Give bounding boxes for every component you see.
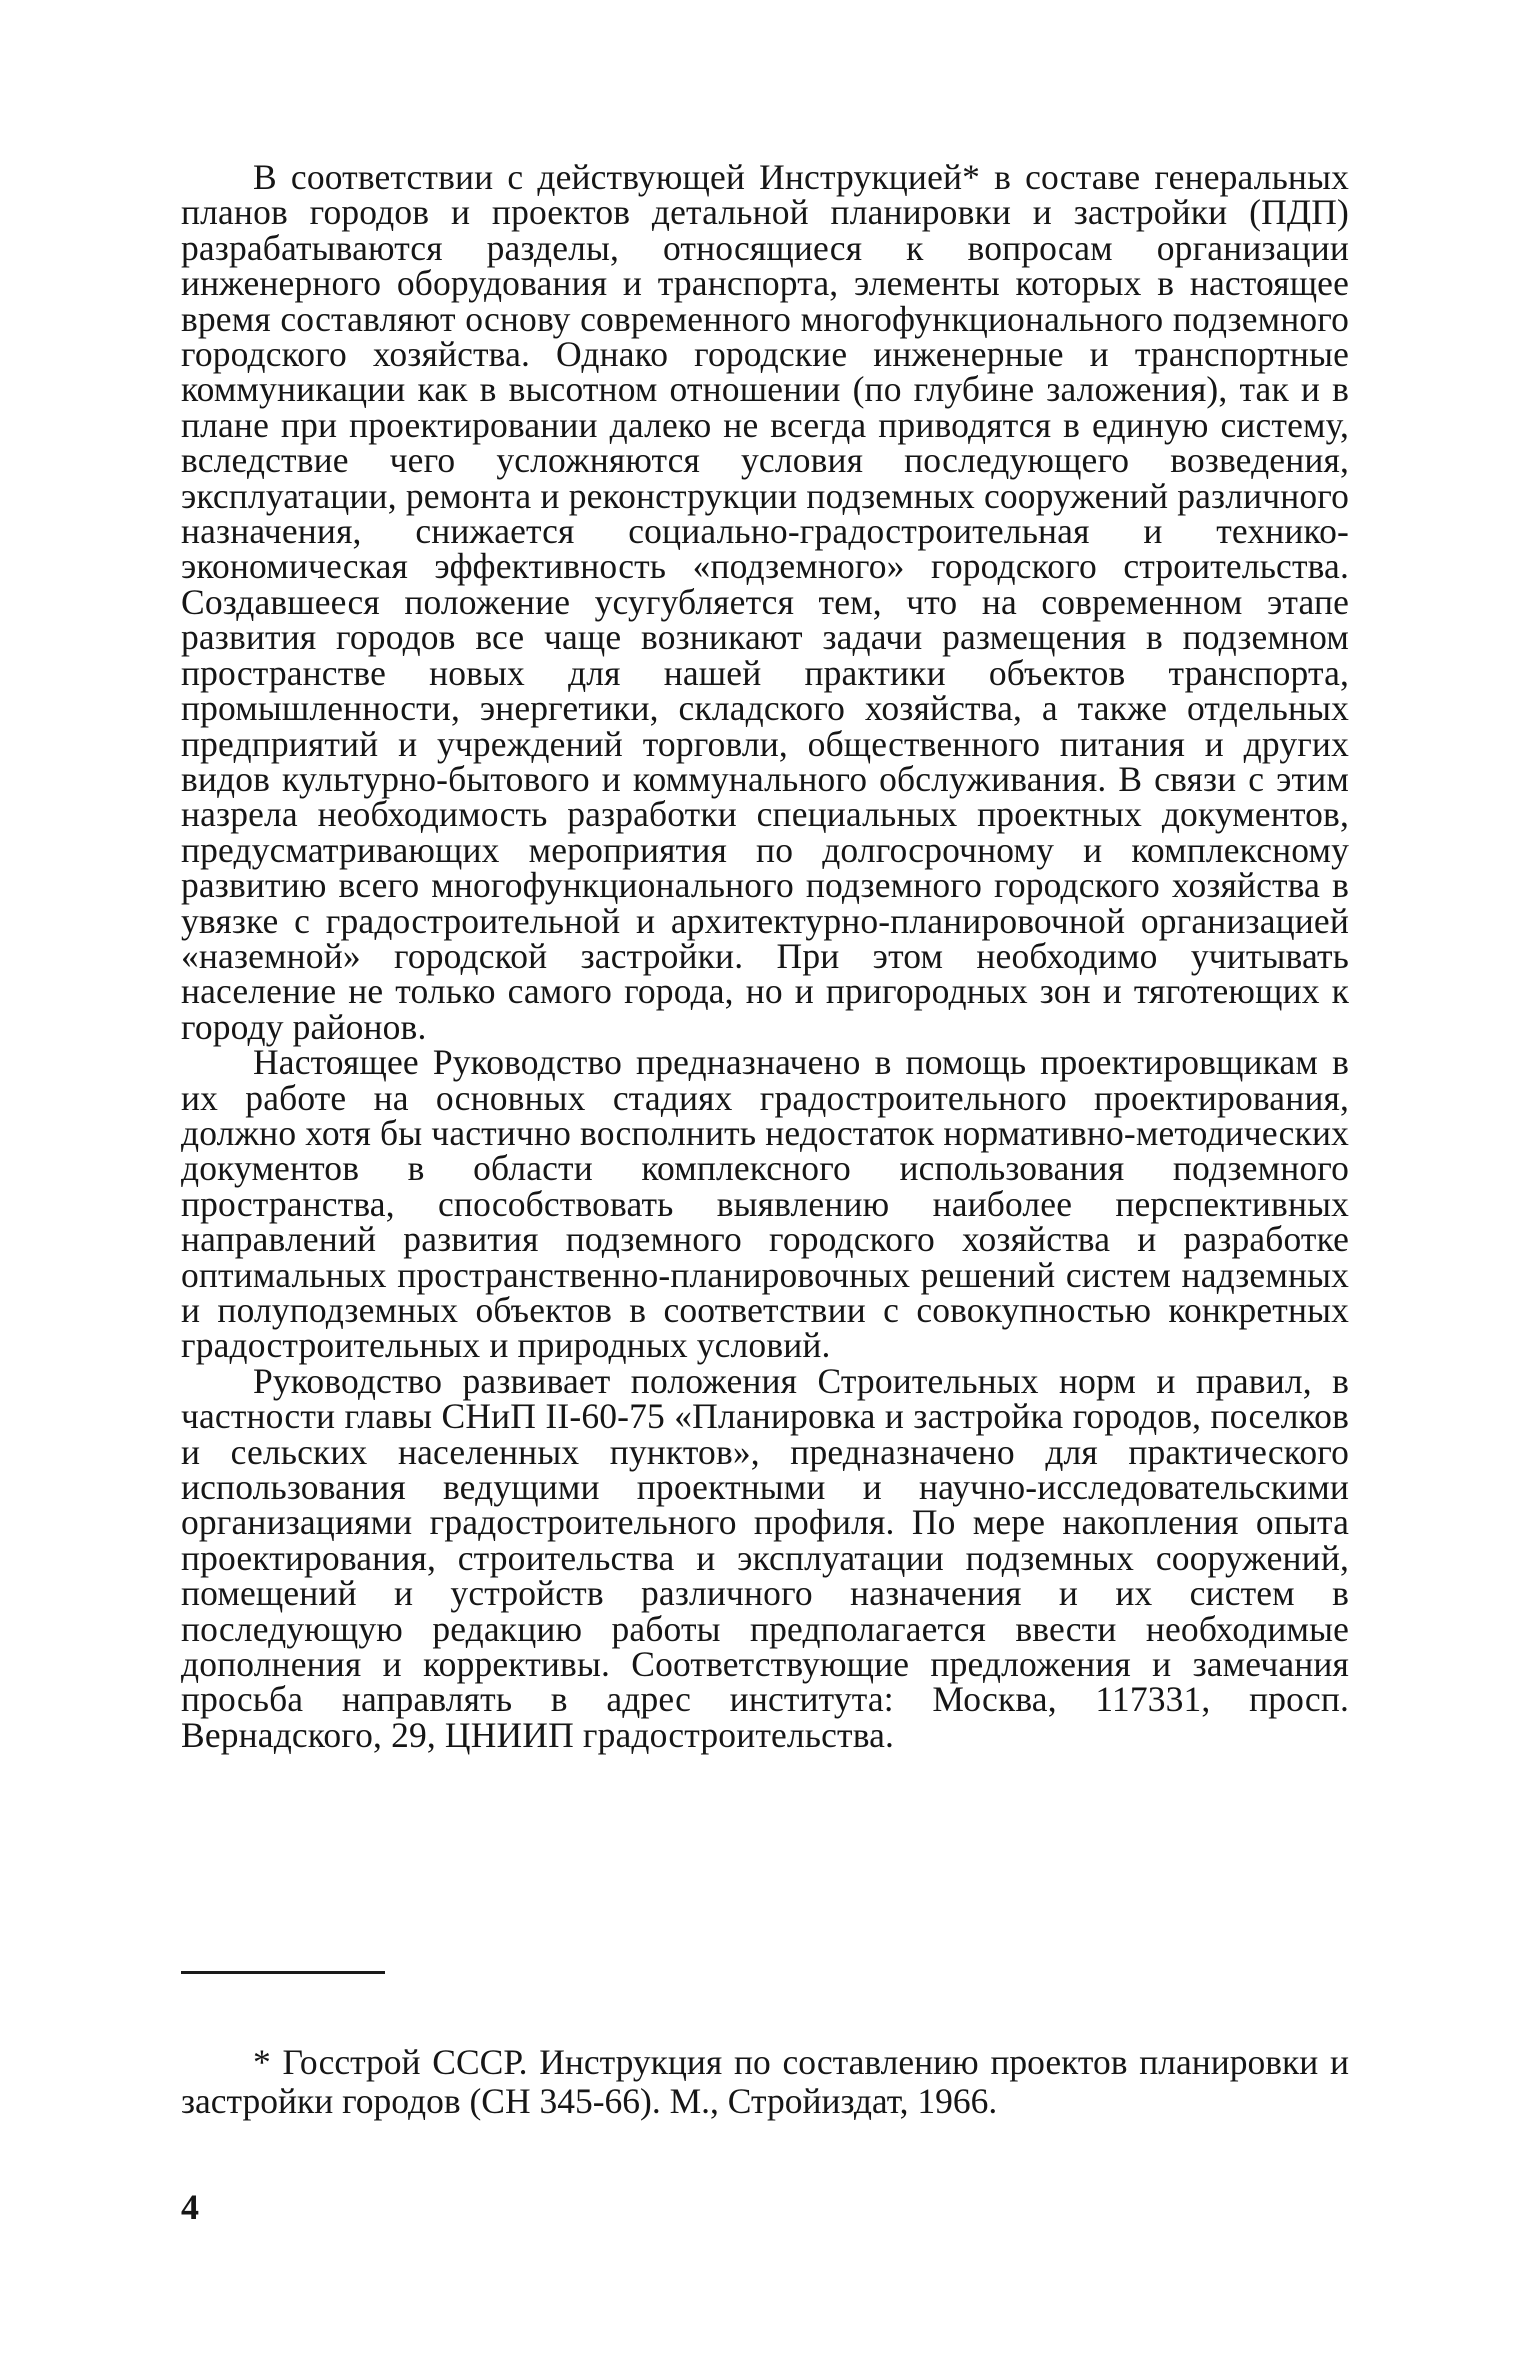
- paragraph-development-address: Руководство развивает положения Строительных норм и правил, в частности главы СНиП II-60-75 «Планировка и застройка городов, поселков и сельских населенных пунктов», предназначено для практического использования ведущими проектными и научно-исследовательскими организациями градостроительного профиля. По мере накопления опыта проектирования, строительства и эксплуатации подземных сооружений, помещений и устройств различного назначения и их систем в последующую редакцию работы предполагается ввести необходимые дополнения и коррективы. Соответствующие предложения и замечания просьба направлять в адрес института: Москва, 117331, просп. Вернадского, 29, ЦНИИП градостроительства.: [181, 1360, 1349, 1755]
- document-body: [181, 157, 1349, 1755]
- paragraph-instruction-context: В соответствии с действующей Инструкцией* в составе генеральных планов городов и проектов детальной планировки и застройки (ПДП) разрабатываются разделы, относящиеся к вопросам организации инженерного оборудования и транспорта, элементы которых в настоящее время составляют основу современного многофункционального подземного городского хозяйства. Однако городские инженерные и транспортные коммуникации как в высотном отношении (по глубине заложения), так и в плане при проектировании далеко не всегда приводятся в единую систему, вследствие чего усложняются условия последующего возведения, эксплуатации, ремонта и реконструкции подземных сооружений различного назначения, снижается социально-градостроительная и технико-экономическая эффективность «подземного» городского строительства. Создавшееся положение усугубляется тем, что на современном этапе развития городов все чаще возникают задачи размещения в подземном пространстве новых для нашей практики объектов транспорта, промышленности, энергетики, складского хозяйства, а также отдельных предприятий и учреждений торговли, общественного питания и других видов культурно-бытового и коммунального обслуживания. В связи с этим назрела необходимость разработки специальных проектных документов, предусматривающих мероприятия по долгосрочному и комплексному развитию всего многофункционального подземного городского хозяйства в увязке с градостроительной и архитектурно-планировочной организацией «наземной» городской застройки. При этом необходимо учитывать население не только самого города, но и пригородных зон и тяготеющих к городу районов.: [181, 157, 1349, 1047]
- paragraph-purpose: Настоящее Руководство предназначено в помощь проектировщикам в их работе на основных стадиях градостроительного проектирования, должно хотя бы частично восполнить недостаток нормативно-методических документов в области комплексного использования подземного пространства, способствовать выявлению наиболее перспективных направлений развития подземного городского хозяйства и разработке оптимальных пространственно-планировочных решений систем надземных и полуподземных объектов в соответствии с совокупностью конкретных градостроительных и природных условий.: [181, 1042, 1349, 1366]
- footnote: * Госстрой СССР. Инструкция по составлению проектов планировки и застройки городов (СН 345-66). М., Стройиздат, 1966.: [181, 2042, 1349, 2121]
- footnote-separator: [181, 1971, 385, 1974]
- page-number: 4: [181, 2187, 199, 2227]
